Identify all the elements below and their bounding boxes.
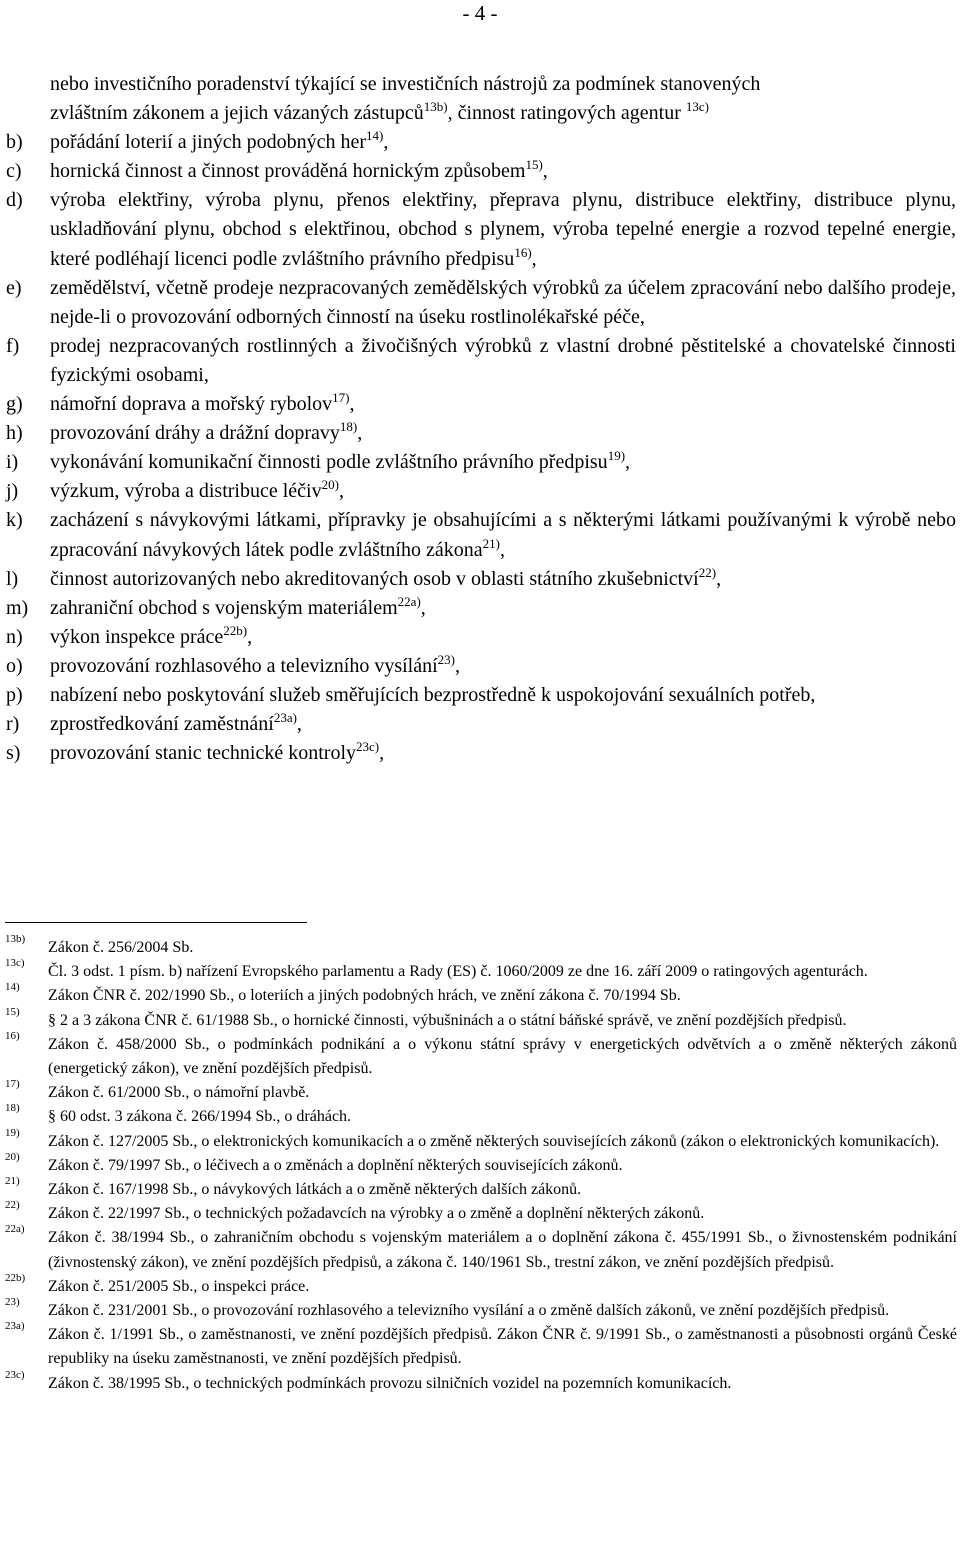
footnote bbox=[5, 1029, 957, 1081]
list-item-body: zprostředkování zaměstnání bbox=[50, 713, 274, 736]
list-item-tail: , bbox=[357, 422, 363, 445]
list-item-tail: , bbox=[542, 160, 548, 183]
list-item-body: prodej nezpracovaných rostlinných a živočišných výrobků z vlastní drobné pěstitelské a chovatelské činnosti fyzickými osobami, bbox=[50, 334, 956, 386]
list-item bbox=[6, 274, 956, 332]
list-item-label: g) bbox=[6, 393, 23, 416]
list-item-text bbox=[50, 506, 956, 564]
list-item-tail: , činnost ratingových agentur bbox=[447, 102, 686, 125]
footnote bbox=[5, 1296, 957, 1323]
footnote-ref: 20) bbox=[321, 477, 339, 493]
footnote-ref: 23c) bbox=[356, 739, 380, 755]
list-item-tail: , bbox=[247, 625, 253, 648]
list-item bbox=[6, 477, 956, 506]
footnote-text: Zákon č. 231/2001 Sb., o provozování rozhlasového a televizního vysílání a o změně dalších zákonů, ve znění pozdějších předpisů. bbox=[48, 1302, 890, 1320]
list-item bbox=[6, 681, 956, 710]
page-number: - 4 - bbox=[462, 1, 498, 25]
list-item-label bbox=[6, 99, 50, 128]
list-item-label: l) bbox=[6, 567, 19, 590]
footnote-text: Zákon ČNR č. 202/1990 Sb., o loteriích a jiných podobných hrách, ve znění zákona č. 70/1994 Sb. bbox=[48, 987, 681, 1005]
list-item-tail: , bbox=[379, 742, 385, 765]
footnote-text: Zákon č. 256/2004 Sb. bbox=[48, 939, 194, 956]
list-item-text bbox=[50, 419, 956, 448]
list-item-tail: , bbox=[338, 480, 344, 503]
footnote-label: 23a) bbox=[5, 1320, 25, 1333]
list-item-text bbox=[50, 565, 956, 594]
list-item-tail: , bbox=[349, 393, 355, 416]
footnote-ref: 13c) bbox=[685, 99, 709, 115]
list-item-body: činnost autorizovaných nebo akreditovaných osob v oblasti státního zkušebnictví bbox=[50, 567, 699, 590]
footnote-ref: 23a) bbox=[273, 710, 297, 726]
list-item-label: f) bbox=[6, 334, 20, 357]
list-item-label: j) bbox=[6, 480, 19, 503]
footnote-label: 22a) bbox=[5, 1223, 25, 1236]
footnote-ref: 15) bbox=[525, 157, 543, 173]
footnote bbox=[5, 1102, 957, 1129]
list-item-text bbox=[50, 186, 956, 273]
list-item-body: provozování rozhlasového a televizního vysílání bbox=[50, 654, 438, 677]
list-item-label: d) bbox=[6, 189, 23, 212]
activity-list bbox=[6, 70, 956, 768]
list-item-body: zahraniční obchod s vojenským materiálem bbox=[50, 596, 398, 619]
footnote-ref: 18) bbox=[339, 419, 358, 435]
list-item bbox=[6, 594, 956, 623]
footnote-label: 16) bbox=[5, 1029, 20, 1042]
list-item bbox=[6, 419, 956, 448]
list-item-text bbox=[50, 390, 956, 419]
list-item-tail: , bbox=[383, 131, 389, 154]
list-item-text bbox=[50, 128, 956, 157]
footnote-ref: 16) bbox=[514, 244, 532, 260]
footnote-label: 13b) bbox=[5, 933, 26, 945]
footnote-label: 21) bbox=[5, 1175, 20, 1188]
list-item-tail: , bbox=[455, 654, 461, 677]
footnote-text: § 2 a 3 zákona ČNR č. 61/1988 Sb., o hornické činnosti, výbušninách a o státní báňské správě, ve znění pozdějších předpisů. bbox=[48, 1011, 847, 1029]
footnote bbox=[5, 1005, 957, 1033]
list-item-tail: , bbox=[531, 247, 537, 270]
list-item-text bbox=[50, 739, 956, 768]
list-item bbox=[6, 448, 956, 477]
list-item-body: zacházení s návykovými látkami, přípravky je obsahujícími a s některými látkami používanými k výrobě nebo zpracování návykových látek podle zvláštního zákona bbox=[50, 509, 956, 561]
list-item-text bbox=[50, 652, 956, 681]
list-item-body: nebo investičního poradenství týkající se investičních nástrojů za podmínek stanovených bbox=[50, 73, 761, 95]
list-item-text bbox=[50, 332, 956, 390]
footnote-ref: 22a) bbox=[397, 593, 421, 609]
footnote-text: Zákon č. 38/1994 Sb., o zahraničním obchodu s vojenským materiálem a o doplnění zákona č. 455/1991 Sb., o živnostenském podnikání (živnostenský zákon), ve znění pozdějších předpisů, a zákona č. 140/1961 Sb., trestní zákon, ve znění pozdějších předpisů. bbox=[48, 1229, 957, 1271]
footnote bbox=[5, 1078, 957, 1105]
footnote-text: Zákon č. 251/2005 Sb., o inspekci práce. bbox=[48, 1277, 310, 1295]
footnote bbox=[5, 1199, 957, 1226]
list-item-text bbox=[50, 623, 956, 652]
list-item-body: výroba elektřiny, výroba plynu, přenos elektřiny, přeprava plynu, distribuce elektřiny, distribuce plynu, uskladňování plynu, obchod s elektřinou, obchod s plynem, výroba tepelné energie a rozvod tepelné energie, které podléhají licenci podle zvláštního právního předpisu bbox=[50, 189, 956, 270]
footnote bbox=[5, 1150, 957, 1178]
footnote-text: § 60 odst. 3 zákona č. 266/1994 Sb., o dráhách. bbox=[48, 1108, 352, 1126]
footnote-text: Zákon č. 127/2005 Sb., o elektronických komunikacích a o změně některých souvisejících zákonů (zákon o elektronických komunikacích). bbox=[48, 1132, 940, 1150]
list-item-text bbox=[50, 99, 956, 128]
list-item-tail: , bbox=[499, 538, 505, 561]
list-item bbox=[6, 186, 956, 273]
list-item bbox=[6, 710, 956, 739]
list-item-label: e) bbox=[6, 276, 22, 299]
footnote bbox=[5, 957, 957, 984]
footnote bbox=[5, 1271, 957, 1299]
list-item-label: o) bbox=[6, 654, 23, 677]
footnote-ref: 13b) bbox=[423, 99, 448, 115]
list-item-label: h) bbox=[6, 422, 23, 445]
list-item-label: s) bbox=[6, 742, 21, 765]
footnote-ref: 22b) bbox=[223, 622, 248, 638]
list-item-tail: , bbox=[296, 713, 302, 736]
footnote-separator bbox=[5, 922, 307, 923]
footnote-text: Zákon č. 167/1998 Sb., o návykových látkách a o změně některých dalších zákonů. bbox=[48, 1181, 582, 1199]
list-item-body: výzkum, výroba a distribuce léčiv bbox=[50, 480, 322, 503]
list-item-text bbox=[50, 594, 956, 623]
footnote-ref: 23) bbox=[437, 651, 456, 667]
list-item-body: námořní doprava a mořský rybolov bbox=[50, 393, 333, 416]
list-item-tail: , bbox=[420, 596, 426, 619]
footnote-ref: 21) bbox=[482, 535, 500, 551]
list-item-text bbox=[50, 710, 956, 739]
footnote bbox=[5, 1223, 957, 1274]
list-item bbox=[6, 739, 956, 768]
footnote-text: Zákon č. 38/1995 Sb., o technických podmínkách provozu silničních vozidel na pozemních komunikacích. bbox=[48, 1374, 732, 1392]
list-item-label: n) bbox=[6, 625, 23, 648]
footnote bbox=[5, 933, 957, 960]
list-item-body: nabízení nebo poskytování služeb směřujících bezprostředně k uspokojování sexuálních potřeb, bbox=[50, 683, 816, 706]
footnote-text: Zákon č. 1/1991 Sb., o zaměstnanosti, ve znění pozdějších předpisů. Zákon ČNR č. 9/1991 Sb., o zaměstnanosti a působnosti orgánů České republiky na úseku zaměstnanosti, ve znění pozdějších předpisů. bbox=[48, 1326, 957, 1368]
footnote-label: 18) bbox=[5, 1102, 20, 1115]
list-item-text bbox=[50, 70, 956, 99]
list-item bbox=[6, 506, 956, 564]
list-item bbox=[6, 70, 956, 99]
list-item-label bbox=[6, 70, 50, 99]
footnote-label: 14) bbox=[5, 981, 20, 994]
footnote-label: 19) bbox=[5, 1126, 20, 1139]
footnote bbox=[5, 1320, 957, 1371]
footnote-text: Zákon č. 79/1997 Sb., o léčivech a o změnách a doplnění některých souvisejících zákonů. bbox=[48, 1156, 623, 1174]
footnote bbox=[5, 981, 957, 1008]
list-item-label: r) bbox=[6, 713, 20, 736]
list-item-label: c) bbox=[6, 160, 22, 183]
list-item-label: m) bbox=[6, 596, 29, 619]
footnote-ref: 22) bbox=[698, 564, 717, 580]
footnote-text: Zákon č. 61/2000 Sb., o námořní plavbě. bbox=[48, 1084, 310, 1102]
footnote-ref: 19) bbox=[607, 448, 626, 464]
list-item-body: zvláštním zákonem a jejich vázaných zástupců bbox=[50, 102, 424, 125]
list-item bbox=[6, 390, 956, 419]
list-item bbox=[6, 128, 956, 157]
list-item-text bbox=[50, 157, 956, 186]
footnote bbox=[5, 1175, 957, 1202]
list-item bbox=[6, 565, 956, 594]
list-item-label: i) bbox=[6, 451, 19, 474]
footnote-label: 23c) bbox=[5, 1368, 25, 1381]
list-item bbox=[6, 157, 956, 186]
list-item bbox=[6, 652, 956, 681]
list-item-text bbox=[50, 274, 956, 332]
list-item-text bbox=[50, 448, 956, 477]
list-item-body: pořádání loterií a jiných podobných her bbox=[50, 131, 367, 154]
list-item-body: zemědělství, včetně prodeje nezpracovaných zemědělských výrobků za účelem zpracování nebo dalšího prodeje, nejde-li o provozování odborných činností na úseku rostlinolékařské péče, bbox=[50, 276, 956, 328]
list-item-body: provozování stanic technické kontroly bbox=[50, 742, 357, 765]
footnote-text: Zákon č. 458/2000 Sb., o podmínkách podnikání a o výkonu státní správy v energetických odvětvích a o změně některých zákonů (energetický zákon), ve znění pozdějších předpisů. bbox=[48, 1035, 957, 1078]
footnote-label: 22b) bbox=[5, 1271, 26, 1284]
footnote-text: Zákon č. 22/1997 Sb., o technických požadavcích na výrobky a o změně a doplnění některých zákonů. bbox=[48, 1205, 705, 1223]
footnote-label: 20) bbox=[5, 1150, 20, 1163]
list-item-tail: , bbox=[716, 567, 722, 590]
list-item-text bbox=[50, 681, 956, 710]
list-item-body: výkon inspekce práce bbox=[50, 625, 224, 648]
list-item-text bbox=[50, 477, 956, 506]
list-item-body: hornická činnost a činnost prováděná hornickým způsobem bbox=[50, 160, 526, 183]
footnote-label: 17) bbox=[5, 1078, 20, 1091]
list-item-body: vykonávání komunikační činnosti podle zvláštního právního předpisu bbox=[50, 451, 608, 474]
list-item-tail: , bbox=[625, 451, 631, 474]
footnote bbox=[5, 1126, 957, 1154]
footnote-label: 15) bbox=[5, 1005, 20, 1018]
list-item bbox=[6, 99, 956, 128]
footnote-text: Čl. 3 odst. 1 písm. b) nařízení Evropského parlamentu a Rady (ES) č. 1060/2009 ze dne 16. září 2009 o ratingových agenturách. bbox=[48, 963, 868, 981]
list-item bbox=[6, 623, 956, 652]
list-item-body: provozování dráhy a drážní dopravy bbox=[50, 422, 340, 445]
list-item-label: p) bbox=[6, 683, 23, 706]
footnote-ref: 14) bbox=[366, 128, 384, 144]
footnotes bbox=[5, 933, 957, 1396]
list-item-label: b) bbox=[6, 131, 23, 154]
list-item bbox=[6, 332, 956, 390]
footnote-label: 22) bbox=[5, 1199, 20, 1212]
list-item-label: k) bbox=[6, 509, 23, 532]
footnote-label: 23) bbox=[5, 1296, 20, 1309]
footnote-ref: 17) bbox=[332, 390, 350, 406]
footnote bbox=[5, 1368, 957, 1396]
footnote-label: 13c) bbox=[5, 957, 25, 970]
